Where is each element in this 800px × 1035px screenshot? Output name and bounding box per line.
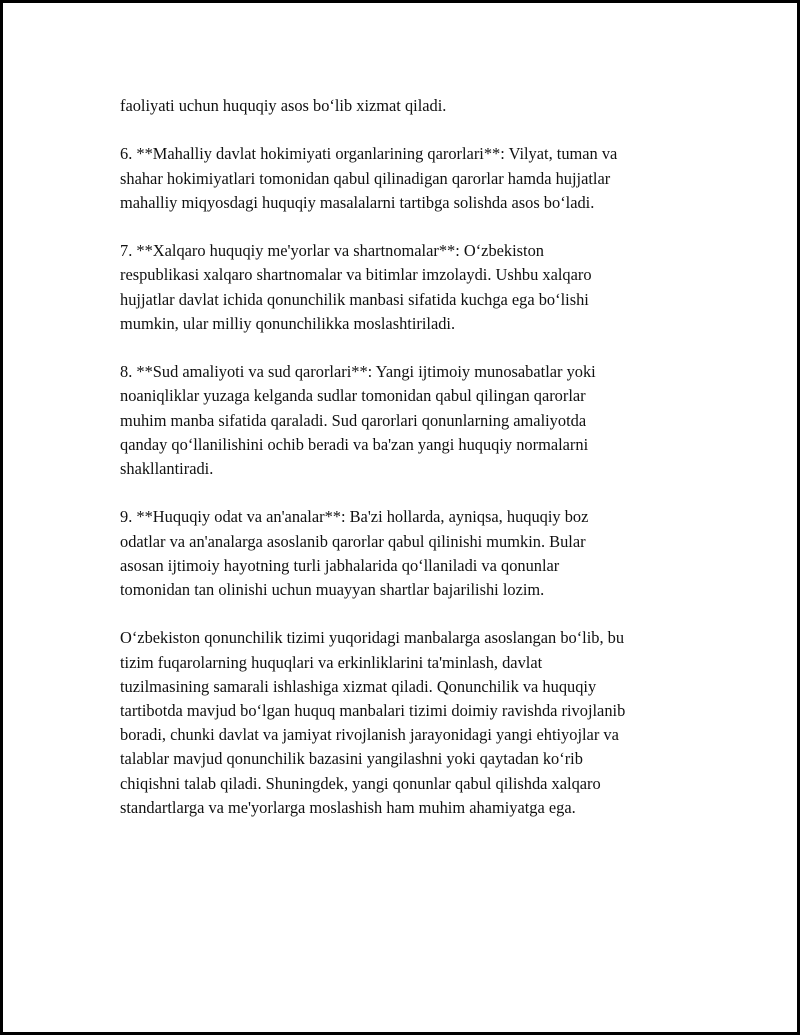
text-line: 9. **Huquqiy odat va an'analar**: Ba'zi hollarda, ayniqsa, huquqiy boz xyxy=(120,507,589,527)
text-line: tomonidan tan olinishi uchun muayyan shartlar bajarilishi lozim. xyxy=(120,580,545,599)
paragraph-continuation xyxy=(120,94,700,118)
text-line: standartlarga va me'yorlarga moslashish ham muhim ahamiyatga ega. xyxy=(120,797,576,817)
text-line: O‘zbekiston qonunchilik tizimi yuqoridagi manbalarga asoslangan bo‘lib, bu xyxy=(120,628,625,648)
text-line: shahar hokimiyatlari tomonidan qabul qilinadigan qarorlar hamda hujjatlar xyxy=(120,168,611,188)
text-line: boradi, chunki davlat va jamiyat rivojlanish jarayonidagi yangi ehtiyojlar va xyxy=(120,725,619,745)
text-line: shakllantiradi. xyxy=(120,459,214,478)
paragraph-item-9 xyxy=(120,505,700,602)
paragraph-item-6 xyxy=(120,142,700,215)
text-line: mahalliy miqyosdagi huquqiy masalalarni tartibga solishda asos bo‘ladi. xyxy=(120,192,595,212)
text-line: qanday qo‘llanilishini ochib beradi va ba'zan yangi huquqiy normalarni xyxy=(120,434,589,454)
text-line: tizim fuqarolarning huquqlari va erkinliklarini ta'minlash, davlat xyxy=(120,652,543,672)
paragraph-conclusion xyxy=(120,626,700,820)
text-line: tuzilmasining samarali ishlashiga xizmat qiladi. Qonunchilik va huquqiy xyxy=(120,676,597,696)
text-line: asosan ijtimoiy hayotning turli jabhalarida qo‘llaniladi va qonunlar xyxy=(120,555,560,575)
text-line: odatlar va an'analarga asoslanib qarorlar qabul qilinishi mumkin. Bular xyxy=(120,531,586,551)
text-line: hujjatlar davlat ichida qonunchilik manbasi sifatida kuchga ega bo‘lishi xyxy=(120,289,589,309)
text-line: mumkin, ular milliy qonunchilikka moslashtiriladi. xyxy=(120,313,456,333)
text-line: talablar mavjud qonunchilik bazasini yangilashni yoki qaytadan ko‘rib xyxy=(120,749,583,769)
text-line: muhim manba sifatida qaraladi. Sud qarorlari qonunlarning amaliyotda xyxy=(120,410,587,430)
text-line: 8. **Sud amaliyoti va sud qarorlari**: Yangi ijtimoiy munosabatlar yoki xyxy=(120,362,596,382)
text-line: tartibotda mavjud bo‘lgan huquq manbalari tizimi doimiy ravishda rivojlanib xyxy=(120,701,626,720)
text-line: respublikasi xalqaro shartnomalar va bitimlar imzolaydi. Ushbu xalqaro xyxy=(120,265,592,285)
paragraph-item-7 xyxy=(120,239,700,336)
text-line: faoliyati uchun huquqiy asos bo‘lib xizmat qiladi. xyxy=(120,96,447,115)
paragraph-item-8 xyxy=(120,360,700,481)
text-line: noaniqliklar yuzaga kelganda sudlar tomonidan qabul qilingan qarorlar xyxy=(120,386,586,406)
document-body xyxy=(120,94,700,844)
text-line: 6. **Mahalliy davlat hokimiyati organlarining qarorlari**: Vilyat, tuman va xyxy=(120,144,618,164)
text-line: 7. **Xalqaro huquqiy me'yorlar va shartnomalar**: O‘zbekiston xyxy=(120,241,544,261)
text-line: chiqishni talab qiladi. Shuningdek, yangi qonunlar qabul qilishda xalqaro xyxy=(120,773,601,793)
